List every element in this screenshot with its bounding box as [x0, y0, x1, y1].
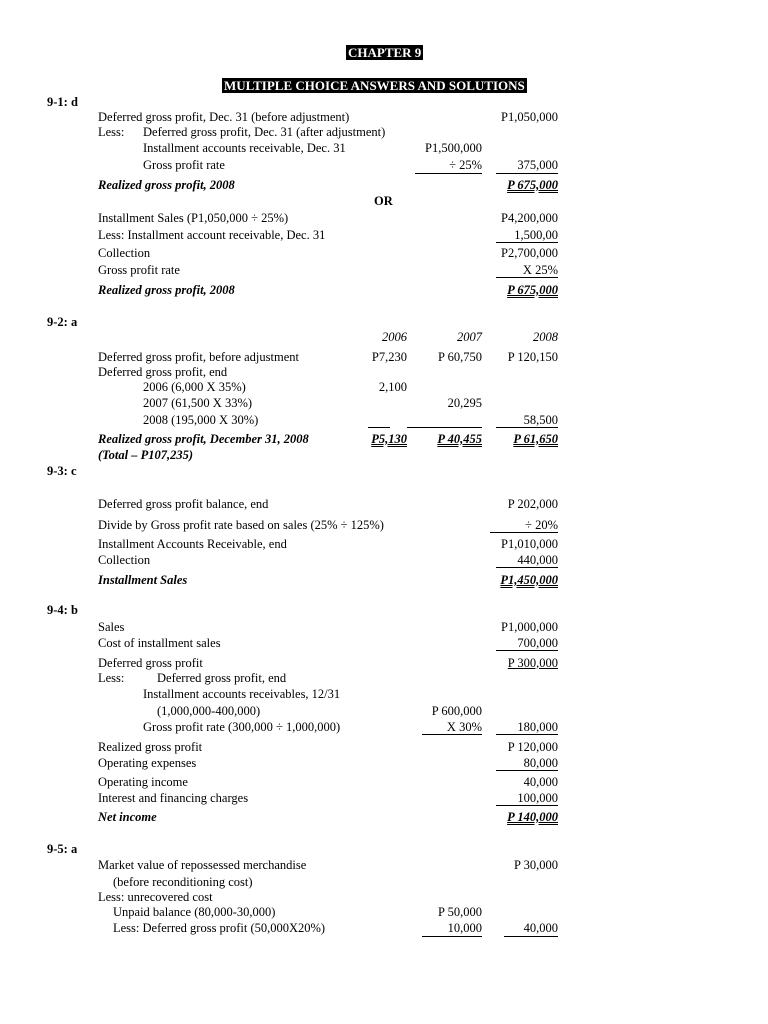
row-value: X 25% — [522, 263, 558, 277]
row-label: Less: unrecovered cost — [98, 890, 213, 904]
underline — [422, 936, 482, 937]
grand-total: (Total – P107,235) — [98, 448, 194, 462]
underline — [490, 532, 558, 533]
row-value: P 50,000 — [438, 905, 482, 919]
total-value: P 61,650 — [513, 432, 558, 446]
row-label: Market value of repossessed merchandise — [98, 858, 307, 872]
row-value: P7,230 — [371, 350, 407, 364]
underline — [415, 173, 482, 174]
year-header: 2008 — [533, 330, 558, 344]
row-label: (before reconditioning cost) — [113, 875, 253, 889]
underline — [496, 567, 558, 568]
row-label: Cost of installment sales — [98, 636, 221, 650]
underline — [496, 650, 558, 651]
row-value: 180,000 — [517, 720, 558, 734]
row-label: 2008 (195,000 X 30%) — [143, 413, 259, 427]
row-label: Installment Accounts Receivable, end — [98, 537, 287, 551]
row-label: Unpaid balance (80,000-30,000) — [113, 905, 276, 919]
total-label: Realized gross profit, December 31, 2008 — [98, 432, 309, 446]
row-value: 440,000 — [517, 553, 558, 567]
row-value: 40,000 — [523, 775, 558, 789]
total-value: P5,130 — [371, 432, 407, 446]
row-value: P1,000,000 — [501, 620, 558, 634]
underline — [496, 805, 558, 806]
row-value: ÷ 20% — [525, 518, 558, 532]
less-label: Less: — [98, 125, 125, 139]
underline — [496, 734, 558, 735]
chapter-title: CHAPTER 9 — [348, 45, 422, 60]
row-value: ÷ 25% — [449, 158, 482, 172]
total-label: Realized gross profit, 2008 — [98, 283, 235, 297]
underline — [496, 427, 558, 428]
row-label: Gross profit rate — [98, 263, 180, 277]
row-label: Deferred gross profit, end — [157, 671, 287, 685]
question-label: 9-3: c — [47, 464, 77, 478]
question-label: 9-1: d — [47, 95, 78, 109]
row-label: Gross profit rate (300,000 ÷ 1,000,000) — [143, 720, 341, 734]
row-label: 2007 (61,500 X 33%) — [143, 396, 253, 410]
row-label: Deferred gross profit, Dec. 31 (after adjustment) — [143, 125, 386, 139]
row-value: 20,295 — [447, 396, 482, 410]
underline — [422, 734, 482, 735]
row-label: Deferred gross profit, Dec. 31 (before adjustment) — [98, 110, 350, 124]
row-label: Interest and financing charges — [98, 791, 249, 805]
underline — [496, 173, 558, 174]
row-value: P1,500,000 — [425, 141, 482, 155]
row-value: P 120,000 — [507, 740, 558, 754]
row-value: 375,000 — [517, 158, 558, 172]
row-label: Less: Deferred gross profit (50,000X20%) — [113, 921, 326, 935]
row-value: P 120,150 — [507, 350, 558, 364]
row-label: Installment accounts receivable, Dec. 31 — [143, 141, 346, 155]
row-label: Installment Sales (P1,050,000 ÷ 25%) — [98, 211, 289, 225]
row-label: Deferred gross profit — [98, 656, 203, 670]
row-label: Operating income — [98, 775, 188, 789]
row-label: Operating expenses — [98, 756, 197, 770]
underline — [496, 770, 558, 771]
row-value: P2,700,000 — [501, 246, 558, 260]
row-label: Divide by Gross profit rate based on sales (25% ÷ 125%) — [98, 518, 384, 532]
row-label: Collection — [98, 246, 151, 260]
total-value: P 675,000 — [507, 283, 558, 297]
row-value: 40,000 — [523, 921, 558, 935]
question-label: 9-5: a — [47, 842, 78, 856]
row-label: Deferred gross profit balance, end — [98, 497, 269, 511]
row-value: P 202,000 — [507, 497, 558, 511]
row-value: P4,200,000 — [501, 211, 558, 225]
row-value: P 300,000 — [507, 656, 558, 670]
row-label: 2006 (6,000 X 35%) — [143, 380, 246, 394]
underline — [496, 242, 558, 243]
row-value: 1,500,00 — [514, 228, 558, 242]
section-heading: MULTIPLE CHOICE ANSWERS AND SOLUTIONS — [224, 78, 525, 93]
or-separator: OR — [374, 194, 393, 208]
row-label: Installment accounts receivables, 12/31 — [143, 687, 341, 701]
less-label: Less: — [98, 671, 125, 685]
row-value: X 30% — [446, 720, 482, 734]
row-value: 10,000 — [447, 921, 482, 935]
underline — [496, 277, 558, 278]
underline — [368, 427, 390, 428]
row-value: 80,000 — [523, 756, 558, 770]
row-label: Sales — [98, 620, 125, 634]
row-label: Deferred gross profit, end — [98, 365, 228, 379]
total-label: Net income — [98, 810, 157, 824]
row-value: 700,000 — [517, 636, 558, 650]
row-label: Gross profit rate — [143, 158, 225, 172]
total-value: P 675,000 — [507, 178, 558, 192]
row-label: Deferred gross profit, before adjustment — [98, 350, 299, 364]
row-value: 58,500 — [523, 413, 558, 427]
total-value: P 40,455 — [437, 432, 482, 446]
row-label: Realized gross profit — [98, 740, 203, 754]
row-label: Less: Installment account receivable, Dec. 31 — [98, 228, 326, 242]
row-value: 100,000 — [517, 791, 558, 805]
row-value: P 60,750 — [438, 350, 482, 364]
total-label: Installment Sales — [98, 573, 188, 587]
question-label: 9-4: b — [47, 603, 78, 617]
row-value: P1,050,000 — [501, 110, 558, 124]
row-value: P 30,000 — [514, 858, 558, 872]
total-label: Realized gross profit, 2008 — [98, 178, 235, 192]
total-value: P 140,000 — [507, 810, 558, 824]
row-label: Collection — [98, 553, 151, 567]
question-label: 9-2: a — [47, 315, 78, 329]
total-value: P1,450,000 — [500, 573, 558, 587]
year-header: 2007 — [457, 330, 482, 344]
year-header: 2006 — [382, 330, 407, 344]
row-label: (1,000,000-400,000) — [157, 704, 261, 718]
underline — [504, 936, 558, 937]
row-value: P1,010,000 — [501, 537, 558, 551]
underline — [407, 427, 482, 428]
row-value: P 600,000 — [431, 704, 482, 718]
row-value: 2,100 — [378, 380, 407, 394]
